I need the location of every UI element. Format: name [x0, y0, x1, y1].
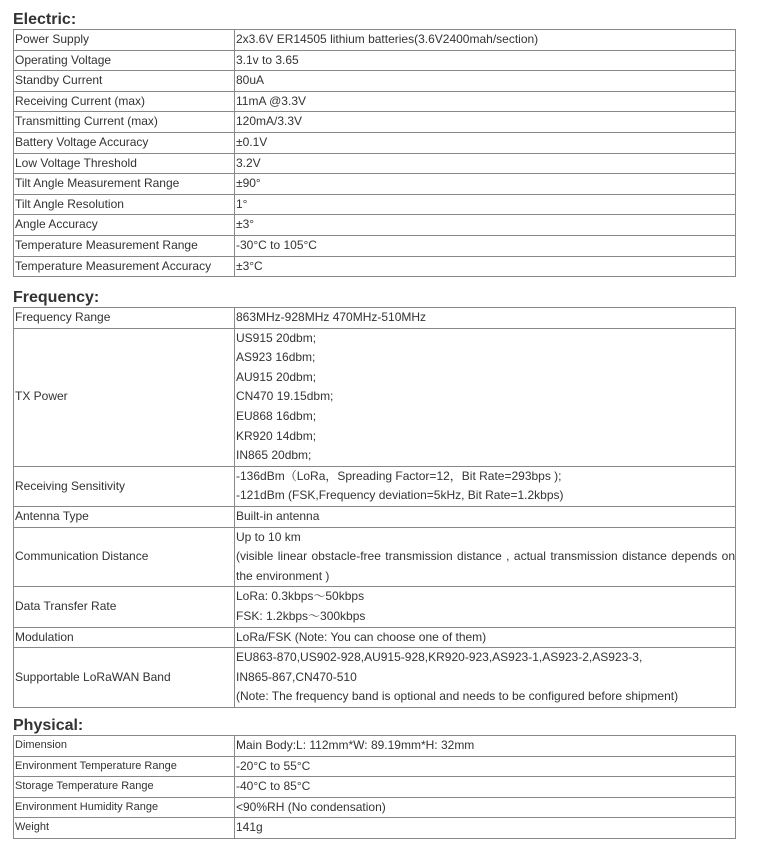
spec-table-electric: [13, 29, 736, 277]
table-row: [14, 818, 736, 839]
spec-label: Modulation: [14, 627, 235, 648]
spec-value: [235, 627, 736, 648]
table-row: [14, 587, 736, 627]
spec-value-line: EU863-870,US902-928,AU915-928,KR920-923,AS923-1,AS923-2,AS923-3,: [236, 650, 643, 665]
spec-value: [235, 466, 736, 506]
spec-value-line: ±90°: [236, 176, 261, 191]
spec-value-line: 3.2V: [236, 155, 261, 170]
table-row: [14, 194, 736, 215]
table-row: [14, 132, 736, 153]
spec-value: [235, 736, 736, 757]
spec-label: Weight: [14, 818, 235, 839]
table-row: [14, 648, 736, 708]
table-row: [14, 153, 736, 174]
spec-value: [235, 235, 736, 256]
spec-label: Storage Temperature Range: [14, 777, 235, 798]
spec-value-line: Up to 10 km: [236, 529, 301, 544]
spec-value-line: 80uA: [236, 73, 265, 88]
spec-value-line: Built-in antenna: [236, 508, 320, 523]
spec-value: [235, 756, 736, 777]
spec-label: Angle Accuracy: [14, 215, 235, 236]
spec-label: TX Power: [14, 328, 235, 466]
spec-value: [235, 256, 736, 277]
spec-value: [235, 587, 736, 627]
spec-value: [235, 194, 736, 215]
spec-label: Dimension: [14, 736, 235, 757]
spec-value-line: LoRa/FSK (Note: You can choose one of them): [236, 629, 487, 644]
section-title: Electric:: [13, 11, 77, 28]
spec-value: [235, 112, 736, 133]
spec-value: [235, 215, 736, 236]
spec-value: [235, 777, 736, 798]
spec-label: Environment Humidity Range: [14, 797, 235, 818]
spec-value-line: <90%RH (No condensation): [236, 799, 386, 814]
table-row: [14, 466, 736, 506]
table-row: [14, 91, 736, 112]
spec-label: Data Transfer Rate: [14, 587, 235, 627]
table-row: [14, 627, 736, 648]
spec-value-line: -40°C to 85°C: [236, 779, 311, 794]
spec-value: [235, 174, 736, 195]
spec-label: Low Voltage Threshold: [14, 153, 235, 174]
spec-value: [235, 71, 736, 92]
spec-value-line: US915 20dbm;: [236, 330, 317, 345]
table-row: [14, 328, 736, 466]
table-row: [14, 174, 736, 195]
table-row: [14, 527, 736, 587]
spec-value-line: -121dBm (FSK,Frequency deviation=5kHz, Bit Rate=1.2kbps): [236, 488, 564, 503]
table-row: [14, 30, 736, 51]
spec-label: Supportable LoRaWAN Band: [14, 648, 235, 708]
spec-value-line: LoRa: 0.3kbps～50kbps: [236, 589, 365, 604]
table-row: [14, 235, 736, 256]
table-row: [14, 736, 736, 757]
spec-label: Receiving Sensitivity: [14, 466, 235, 506]
spec-value-line: -20°C to 55°C: [236, 758, 311, 773]
spec-value: [235, 818, 736, 839]
spec-value-line: 141g: [236, 820, 263, 835]
spec-label: Battery Voltage Accuracy: [14, 132, 235, 153]
spec-value-line: -136dBm（LoRa，Spreading Factor=12，Bit Rate=293bps );: [236, 468, 562, 483]
spec-value: [235, 91, 736, 112]
table-row: [14, 50, 736, 71]
spec-value: [235, 797, 736, 818]
spec-value: [235, 153, 736, 174]
spec-value-line: 1°: [236, 196, 248, 211]
section-physical: [13, 717, 736, 839]
spec-value-line: 863MHz-928MHz 470MHz-510MHz: [236, 310, 427, 324]
spec-value: [235, 50, 736, 71]
table-row: [14, 71, 736, 92]
spec-label: Antenna Type: [14, 506, 235, 527]
spec-value-line: -30°C to 105°C: [236, 237, 317, 252]
section-frequency: [13, 289, 736, 708]
section-title: Physical:: [13, 717, 84, 734]
spec-value-line: KR920 14dbm;: [236, 428, 317, 443]
spec-label: Frequency Range: [14, 308, 235, 329]
spec-table-physical: [13, 735, 736, 839]
spec-value-line: 11mA @3.3V: [236, 93, 306, 108]
spec-label: Operating Voltage: [14, 50, 235, 71]
spec-table-frequency: [13, 307, 736, 708]
spec-value-line: FSK: 1.2kbps～300kbps: [236, 608, 366, 623]
spec-value-line: Main Body:L: 112mm*W: 89.19mm*H: 32mm: [236, 738, 475, 752]
spec-label: Receiving Current (max): [14, 91, 235, 112]
spec-label: Temperature Measurement Range: [14, 235, 235, 256]
table-row: [14, 506, 736, 527]
spec-value-line: AS923 16dbm;: [236, 350, 316, 365]
spec-label: Power Supply: [14, 30, 235, 51]
spec-value: [235, 132, 736, 153]
spec-value-line: EU868 16dbm;: [236, 408, 317, 423]
spec-value-line: ±3°: [236, 217, 255, 232]
table-row: [14, 777, 736, 798]
spec-label: Temperature Measurement Accuracy: [14, 256, 235, 277]
spec-value: [235, 506, 736, 527]
spec-value-line: IN865-867,CN470-510: [236, 669, 357, 684]
spec-label: Communication Distance: [14, 527, 235, 587]
table-row: [14, 215, 736, 236]
spec-value-line: (Note: The frequency band is optional and needs to be configured before shipment): [236, 689, 679, 704]
table-row: [14, 256, 736, 277]
spec-label: Environment Temperature Range: [14, 756, 235, 777]
spec-value-line: 120mA/3.3V: [236, 114, 303, 129]
spec-value-line: IN865 20dbm;: [236, 448, 312, 463]
table-row: [14, 756, 736, 777]
spec-value-line: CN470 19.15dbm;: [236, 389, 334, 404]
spec-value-line: AU915 20dbm;: [236, 369, 317, 384]
table-row: [14, 112, 736, 133]
spec-value: [235, 30, 736, 51]
section-electric: [13, 11, 736, 277]
spec-value: [235, 328, 736, 466]
spec-value-line: ±3°C: [236, 258, 263, 273]
spec-value: [235, 308, 736, 329]
spec-label: Tilt Angle Measurement Range: [14, 174, 235, 195]
table-row: [14, 308, 736, 329]
spec-value: [235, 527, 736, 587]
spec-label: Tilt Angle Resolution: [14, 194, 235, 215]
spec-label: Standby Current: [14, 71, 235, 92]
spec-value-line: 2x3.6V ER14505 lithium batteries(3.6V2400mah/section): [236, 32, 539, 46]
spec-value-line: 3.1v to 3.65: [236, 52, 299, 67]
spec-value-line: (visible linear obstacle-free transmission distance , actual transmission distance depends on the environment ): [236, 549, 735, 583]
spec-value: [235, 648, 736, 708]
spec-value-line: ±0.1V: [236, 134, 268, 149]
section-title: Frequency:: [13, 289, 100, 306]
spec-label: Transmitting Current (max): [14, 112, 235, 133]
table-row: [14, 797, 736, 818]
